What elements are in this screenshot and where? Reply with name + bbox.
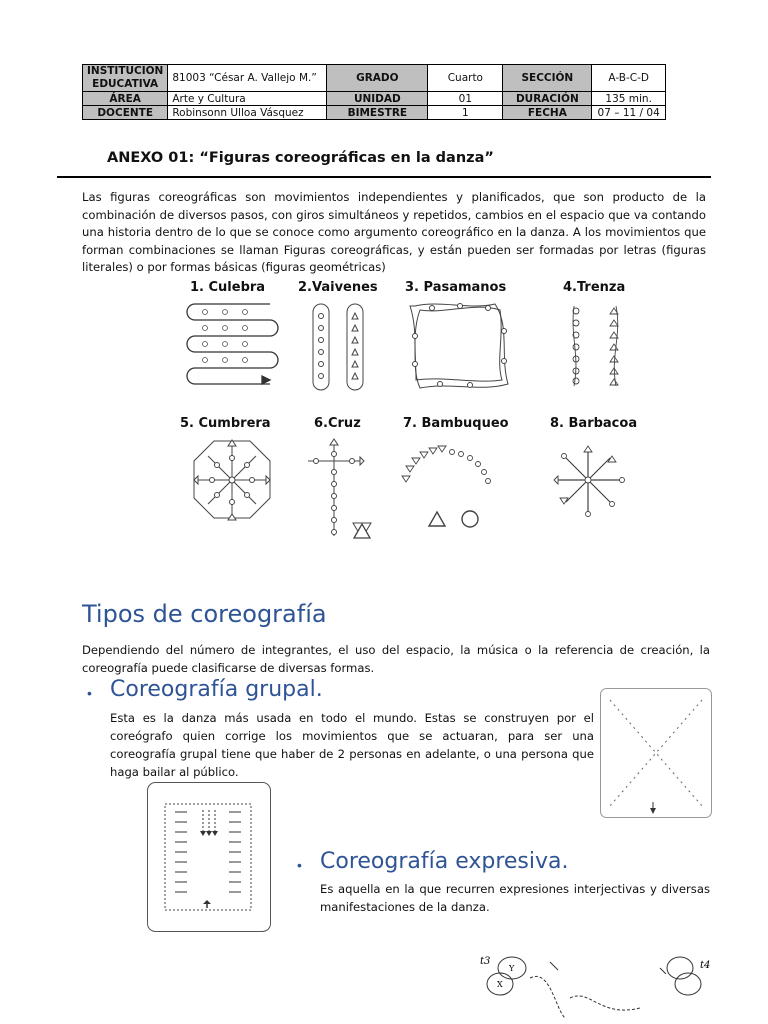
sketch-label-t4: t4: [700, 960, 711, 971]
bullet-grupal: •: [87, 685, 92, 701]
sketch-label-x: X: [497, 980, 503, 989]
figure-label-trenza: 4.Trenza: [563, 280, 626, 295]
figure-label-cumbrera: 5. Cumbrera: [180, 416, 271, 431]
value-duracion: 135 min.: [592, 92, 666, 106]
page-title: ANEXO 01: “Figuras coreográficas en la danza”: [107, 150, 494, 166]
x-formation-diagram: [600, 688, 712, 818]
label-fecha: FECHA: [503, 106, 592, 120]
vaivenes-diagram: [313, 304, 363, 390]
cruz-diagram: [308, 439, 371, 538]
value-area: Arte y Cultura: [168, 92, 327, 106]
header-table: [82, 64, 666, 120]
sketch-label-y: Y: [509, 964, 515, 973]
value-seccion: A-B-C-D: [592, 65, 666, 92]
value-docente: Robinsonn Ulloa Vásquez: [168, 106, 327, 120]
label-docente: DOCENTE: [83, 106, 168, 120]
trenza-diagram: [573, 306, 618, 386]
title-divider: [57, 176, 711, 178]
choreographic-figures-illustration: [170, 276, 650, 552]
label-seccion: SECCIÓN: [503, 65, 592, 92]
expresiva-paragraph: Es aquella en la que recurren expresiones interjectivas y diversas manifestaciones de la danza.: [320, 882, 710, 914]
table-row: [83, 106, 666, 120]
table-row: [83, 65, 666, 92]
value-grado: Cuarto: [428, 65, 503, 92]
label-unidad: UNIDAD: [327, 92, 428, 106]
bullet-expresiva: •: [297, 857, 302, 873]
figure-label-pasamanos: 3. Pasamanos: [405, 280, 507, 295]
label-area: ÁREA: [83, 92, 168, 106]
label-institucion: INSTITUCIÓN EDUCATIVA: [83, 65, 168, 92]
table-row: [83, 92, 666, 106]
figure-label-culebra: 1. Culebra: [190, 280, 266, 295]
heading-coreografia-expresiva: Coreografía expresiva.: [320, 849, 569, 874]
label-duracion: DURACIÓN: [503, 92, 592, 106]
intro-paragraph: Las figuras coreográficas son movimientos independientes y planificados, que son producto de la combinación de diversos pasos, con giros simultáneos y repetidos, cambios en el espacio que va contando una historia dentro de lo que se conoce como argumento coreográfico en la danza. A los movimientos que forman combinaciones se llaman Figuras coreográficas, y están pueden ser formadas por letras (figuras literales) o por formas básicas (figuras geométricas): [82, 190, 706, 274]
culebra-diagram: [187, 304, 278, 384]
section-heading-tipos: Tipos de coreografía: [82, 600, 327, 628]
figure-label-vaivenes: 2.Vaivenes: [298, 280, 378, 295]
grupal-paragraph: Esta es la danza más usada en todo el mundo. Estas se construyen por el coreógrafo quien corrige los movimientos que se actuaran, para ser una coreografía grupal tiene que haber de 2 personas en adelante, o una persona que haga bailar al público.: [110, 711, 594, 779]
pasamanos-diagram: [410, 304, 508, 389]
figure-label-cruz: 6.Cruz: [314, 416, 361, 431]
value-institucion: 81003 “César A. Vallejo M.”: [168, 65, 327, 92]
section-intro-paragraph: Dependiendo del número de integrantes, el uso del espacio, la música o la referencia de creación, la coreografía puede clasificarse de diversas formas.: [82, 643, 710, 675]
sketch-label-t3: t3: [480, 956, 491, 967]
heading-coreografia-grupal: Coreografía grupal.: [110, 677, 323, 702]
figure-label-bambuqueo: 7. Bambuqueo: [403, 416, 509, 431]
cumbrera-diagram: [194, 440, 270, 520]
rectangle-formation-diagram: [147, 782, 271, 932]
value-fecha: 07 – 11 / 04: [592, 106, 666, 120]
label-bimestre: BIMESTRE: [327, 106, 428, 120]
expressive-sketch-diagram: [470, 948, 720, 1024]
figure-label-barbacoa: 8. Barbacoa: [550, 416, 638, 431]
value-unidad: 01: [428, 92, 503, 106]
barbacoa-diagram: [554, 446, 625, 517]
label-grado: GRADO: [327, 65, 428, 92]
bambuqueo-diagram: [402, 446, 491, 527]
value-bimestre: 1: [428, 106, 503, 120]
